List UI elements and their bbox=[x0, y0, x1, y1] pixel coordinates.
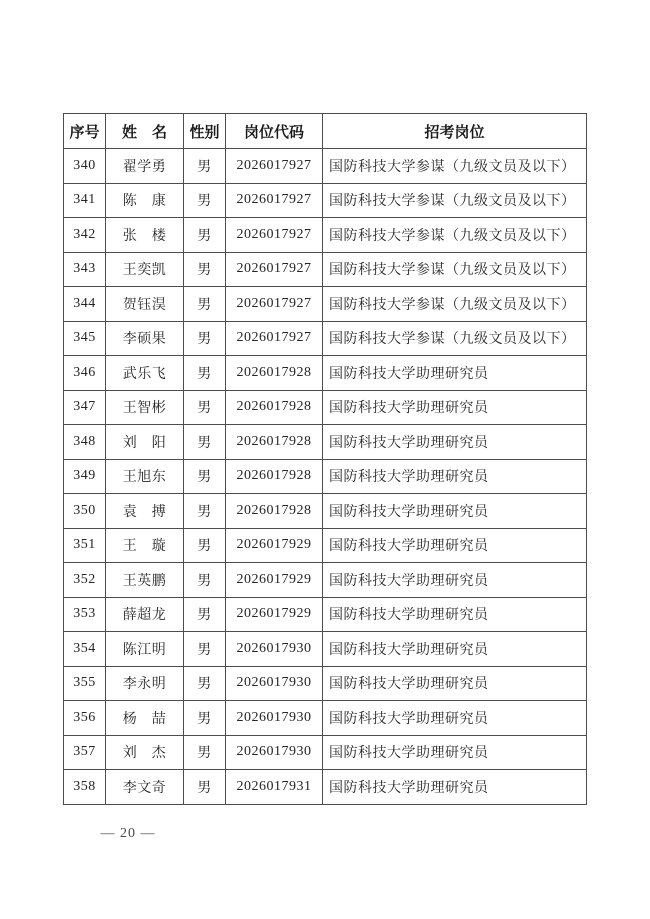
cell-name: 王旭东 bbox=[106, 459, 184, 494]
cell-recruitment-position: 国防科技大学参谋（九级文员及以下） bbox=[323, 149, 587, 184]
cell-position-code: 2026017927 bbox=[226, 321, 323, 356]
table-row bbox=[64, 666, 587, 701]
cell-serial-number: 355 bbox=[64, 666, 106, 701]
cell-position-code: 2026017929 bbox=[226, 563, 323, 598]
cell-recruitment-position: 国防科技大学助理研究员 bbox=[323, 356, 587, 391]
cell-recruitment-position: 国防科技大学助理研究员 bbox=[323, 390, 587, 425]
cell-recruitment-position: 国防科技大学助理研究员 bbox=[323, 425, 587, 460]
cell-serial-number: 348 bbox=[64, 425, 106, 460]
cell-name: 王智彬 bbox=[106, 390, 184, 425]
cell-serial-number: 344 bbox=[64, 287, 106, 322]
table-row bbox=[64, 494, 587, 529]
cell-serial-number: 347 bbox=[64, 390, 106, 425]
cell-serial-number: 345 bbox=[64, 321, 106, 356]
table-body bbox=[64, 149, 587, 805]
cell-name: 王奕凯 bbox=[106, 252, 184, 287]
table-row bbox=[64, 149, 587, 184]
cell-position-code: 2026017930 bbox=[226, 735, 323, 770]
cell-position-code: 2026017928 bbox=[226, 459, 323, 494]
cell-gender: 男 bbox=[184, 218, 226, 253]
cell-name: 李硕果 bbox=[106, 321, 184, 356]
cell-name: 王英鹏 bbox=[106, 563, 184, 598]
cell-name: 薛超龙 bbox=[106, 597, 184, 632]
cell-gender: 男 bbox=[184, 356, 226, 391]
table-row bbox=[64, 183, 587, 218]
cell-recruitment-position: 国防科技大学助理研究员 bbox=[323, 701, 587, 736]
cell-serial-number: 354 bbox=[64, 632, 106, 667]
cell-serial-number: 352 bbox=[64, 563, 106, 598]
cell-position-code: 2026017930 bbox=[226, 701, 323, 736]
table-row bbox=[64, 701, 587, 736]
cell-serial-number: 342 bbox=[64, 218, 106, 253]
cell-recruitment-position: 国防科技大学参谋（九级文员及以下） bbox=[323, 252, 587, 287]
cell-recruitment-position: 国防科技大学参谋（九级文员及以下） bbox=[323, 183, 587, 218]
cell-gender: 男 bbox=[184, 632, 226, 667]
cell-gender: 男 bbox=[184, 701, 226, 736]
cell-position-code: 2026017927 bbox=[226, 149, 323, 184]
cell-position-code: 2026017929 bbox=[226, 528, 323, 563]
cell-serial-number: 343 bbox=[64, 252, 106, 287]
cell-position-code: 2026017928 bbox=[226, 425, 323, 460]
cell-name: 杨 喆 bbox=[106, 701, 184, 736]
table-row bbox=[64, 425, 587, 460]
cell-name: 李文奇 bbox=[106, 770, 184, 805]
recruitment-roster-table bbox=[63, 113, 587, 805]
cell-recruitment-position: 国防科技大学助理研究员 bbox=[323, 597, 587, 632]
cell-recruitment-position: 国防科技大学助理研究员 bbox=[323, 528, 587, 563]
table-header-row bbox=[64, 114, 587, 149]
table-row bbox=[64, 770, 587, 805]
table-row bbox=[64, 356, 587, 391]
cell-recruitment-position: 国防科技大学参谋（九级文员及以下） bbox=[323, 321, 587, 356]
cell-position-code: 2026017927 bbox=[226, 183, 323, 218]
cell-gender: 男 bbox=[184, 425, 226, 460]
cell-name: 贺钰淏 bbox=[106, 287, 184, 322]
table-row bbox=[64, 287, 587, 322]
cell-gender: 男 bbox=[184, 666, 226, 701]
table-row bbox=[64, 218, 587, 253]
cell-serial-number: 351 bbox=[64, 528, 106, 563]
cell-serial-number: 357 bbox=[64, 735, 106, 770]
table-row bbox=[64, 597, 587, 632]
cell-gender: 男 bbox=[184, 735, 226, 770]
header-name: 姓 名 bbox=[106, 114, 184, 149]
cell-gender: 男 bbox=[184, 563, 226, 598]
cell-serial-number: 341 bbox=[64, 183, 106, 218]
cell-name: 袁 搏 bbox=[106, 494, 184, 529]
cell-name: 刘 阳 bbox=[106, 425, 184, 460]
table-row bbox=[64, 735, 587, 770]
cell-name: 翟学勇 bbox=[106, 149, 184, 184]
cell-position-code: 2026017927 bbox=[226, 252, 323, 287]
header-recruitment-position: 招考岗位 bbox=[323, 114, 587, 149]
cell-recruitment-position: 国防科技大学助理研究员 bbox=[323, 735, 587, 770]
cell-gender: 男 bbox=[184, 183, 226, 218]
cell-position-code: 2026017930 bbox=[226, 632, 323, 667]
header-serial-number: 序号 bbox=[64, 114, 106, 149]
cell-position-code: 2026017930 bbox=[226, 666, 323, 701]
cell-gender: 男 bbox=[184, 597, 226, 632]
cell-recruitment-position: 国防科技大学助理研究员 bbox=[323, 494, 587, 529]
cell-position-code: 2026017928 bbox=[226, 494, 323, 529]
table-row bbox=[64, 563, 587, 598]
table-row bbox=[64, 459, 587, 494]
cell-gender: 男 bbox=[184, 287, 226, 322]
cell-recruitment-position: 国防科技大学参谋（九级文员及以下） bbox=[323, 287, 587, 322]
cell-serial-number: 349 bbox=[64, 459, 106, 494]
cell-recruitment-position: 国防科技大学助理研究员 bbox=[323, 459, 587, 494]
cell-gender: 男 bbox=[184, 770, 226, 805]
cell-serial-number: 350 bbox=[64, 494, 106, 529]
cell-name: 陈 康 bbox=[106, 183, 184, 218]
cell-gender: 男 bbox=[184, 149, 226, 184]
cell-serial-number: 340 bbox=[64, 149, 106, 184]
cell-gender: 男 bbox=[184, 459, 226, 494]
table-row bbox=[64, 528, 587, 563]
cell-position-code: 2026017927 bbox=[226, 287, 323, 322]
cell-serial-number: 358 bbox=[64, 770, 106, 805]
header-gender: 性别 bbox=[184, 114, 226, 149]
cell-gender: 男 bbox=[184, 321, 226, 356]
cell-name: 李永明 bbox=[106, 666, 184, 701]
cell-recruitment-position: 国防科技大学助理研究员 bbox=[323, 666, 587, 701]
cell-name: 武乐飞 bbox=[106, 356, 184, 391]
cell-position-code: 2026017927 bbox=[226, 218, 323, 253]
cell-gender: 男 bbox=[184, 494, 226, 529]
cell-serial-number: 353 bbox=[64, 597, 106, 632]
cell-gender: 男 bbox=[184, 252, 226, 287]
cell-name: 陈江明 bbox=[106, 632, 184, 667]
table-row bbox=[64, 321, 587, 356]
table-row bbox=[64, 632, 587, 667]
cell-position-code: 2026017928 bbox=[226, 356, 323, 391]
cell-serial-number: 346 bbox=[64, 356, 106, 391]
cell-recruitment-position: 国防科技大学助理研究员 bbox=[323, 770, 587, 805]
cell-gender: 男 bbox=[184, 390, 226, 425]
cell-position-code: 2026017931 bbox=[226, 770, 323, 805]
cell-position-code: 2026017929 bbox=[226, 597, 323, 632]
cell-name: 张 楼 bbox=[106, 218, 184, 253]
cell-recruitment-position: 国防科技大学助理研究员 bbox=[323, 632, 587, 667]
cell-position-code: 2026017928 bbox=[226, 390, 323, 425]
cell-name: 王 璇 bbox=[106, 528, 184, 563]
cell-serial-number: 356 bbox=[64, 701, 106, 736]
page-number: — 20 — bbox=[100, 826, 156, 841]
table-row bbox=[64, 390, 587, 425]
table-row bbox=[64, 252, 587, 287]
header-position-code: 岗位代码 bbox=[226, 114, 323, 149]
cell-name: 刘 杰 bbox=[106, 735, 184, 770]
cell-recruitment-position: 国防科技大学参谋（九级文员及以下） bbox=[323, 218, 587, 253]
cell-recruitment-position: 国防科技大学助理研究员 bbox=[323, 563, 587, 598]
cell-gender: 男 bbox=[184, 528, 226, 563]
